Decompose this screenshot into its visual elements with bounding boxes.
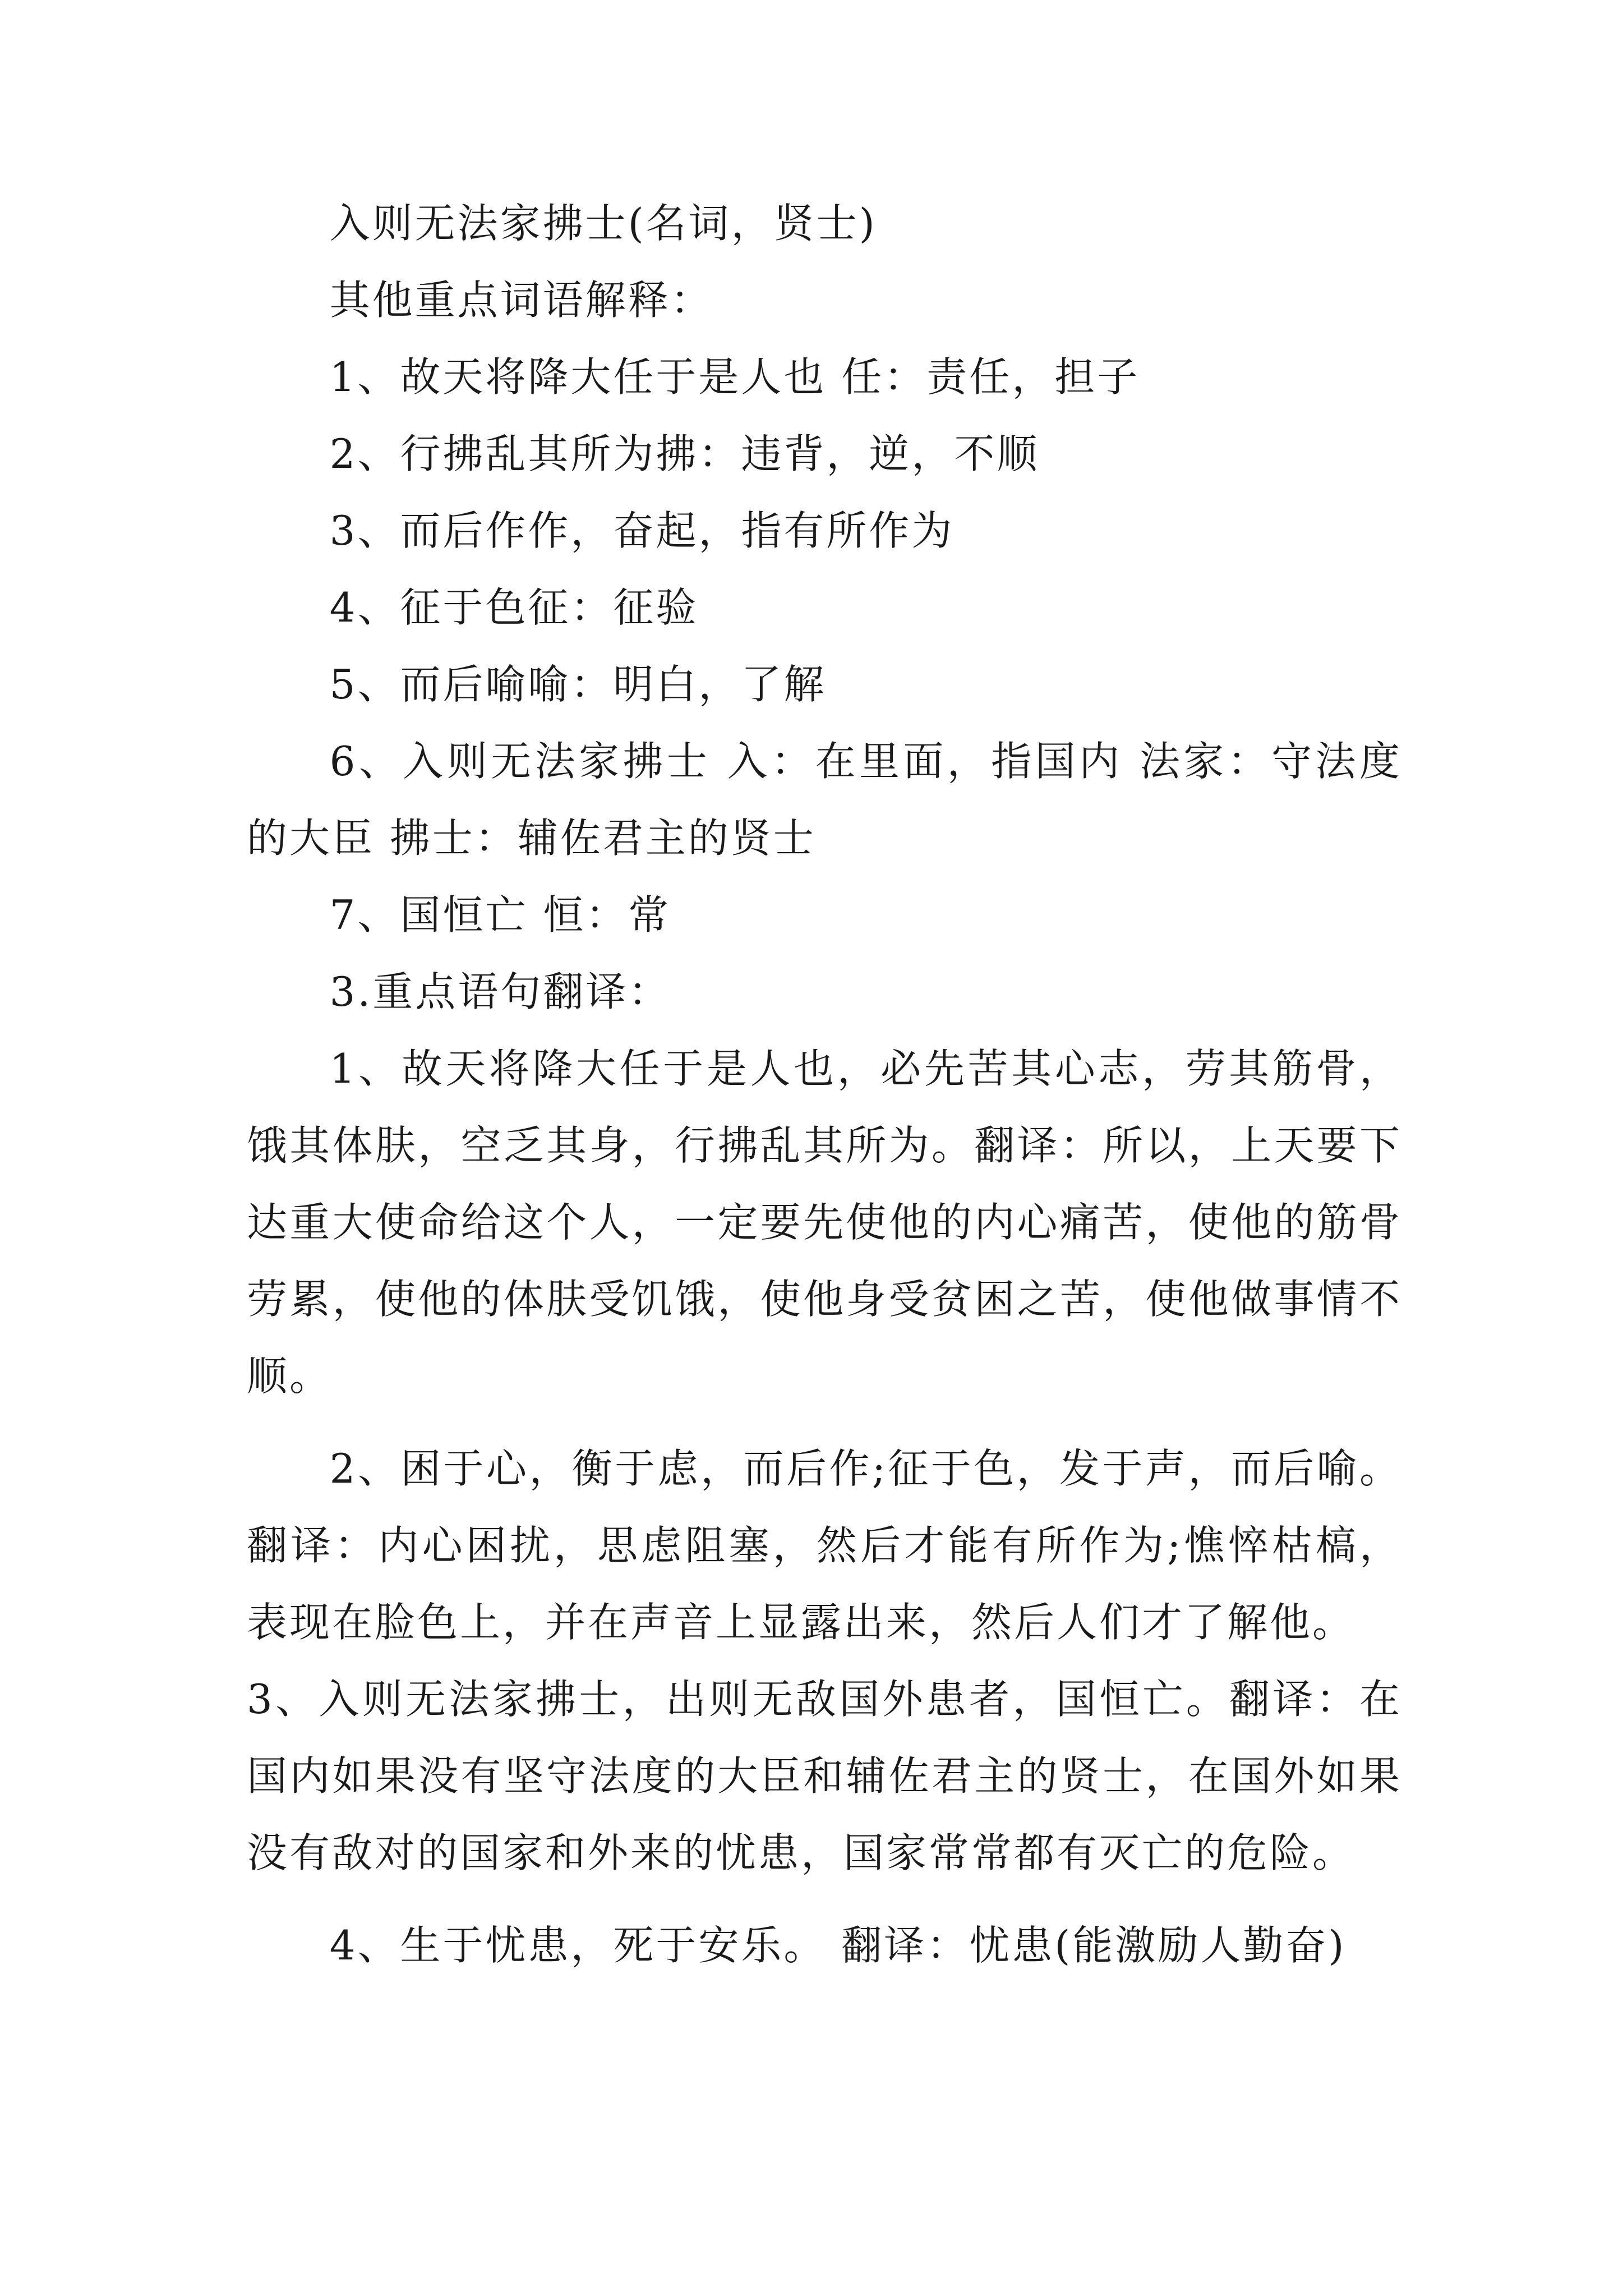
- paragraph-11: 1、故天将降大任于是人也，必先苦其心志，劳其筋骨，饿其体肤，空乏其身，行拂乱其所为。翻译：所以，上天要下达重大使命给这个人，一定要先使他的内心痛苦，使他的筋骨劳累，使他的体肤受饥饿，使他身受贫困之苦，使他做事情不顺。: [247, 1045, 1402, 1400]
- paragraph-2: 其他重点词语解释：: [329, 277, 713, 324]
- paragraph-3: 1、故天将降大任于是人也 任：责任，担子: [329, 353, 1140, 401]
- paragraph-5: 3、而后作作，奋起，指有所作为: [329, 507, 955, 554]
- paragraph-8: 6、入则无法家拂士 入：在里面，指国内 法家：守法度的大臣 拂士：辅佐君主的贤士: [247, 738, 1402, 862]
- paragraph-9: 7、国恒亡 恒：常: [329, 891, 671, 938]
- paragraph-12: 2、困于心，衡于虑，而后作;征于色，发于声，而后喻。翻译：内心困扰，思虑阻塞，然后才能有所作为;憔悴枯槁，表现在脸色上，并在声音上显露出来，然后人们才了解他。: [247, 1445, 1402, 1646]
- paragraph-6: 4、征于色征：征验: [329, 584, 699, 631]
- paragraph-13: 3、入则无法家拂士，出则无敌国外患者，国恒亡。翻译：在国内如果没有坚守法度的大臣和辅佐君主的贤士，在国外如果没有敌对的国家和外来的忧患，国家常常都有灭亡的危险。: [247, 1676, 1402, 1876]
- paragraph-10: 3.重点语句翻译：: [329, 968, 671, 1015]
- paragraph-14: 4、生于忧患，死于安乐。 翻译：忧患(能激励人勤奋): [329, 1922, 1347, 1969]
- paragraph-1: 入则无法家拂士(名词，贤士): [329, 200, 877, 247]
- document-body: [247, 185, 1402, 1984]
- paragraph-7: 5、而后喻喻：明白，了解: [329, 661, 827, 708]
- paragraph-4: 2、行拂乱其所为拂：违背，逆，不顺: [329, 430, 1040, 477]
